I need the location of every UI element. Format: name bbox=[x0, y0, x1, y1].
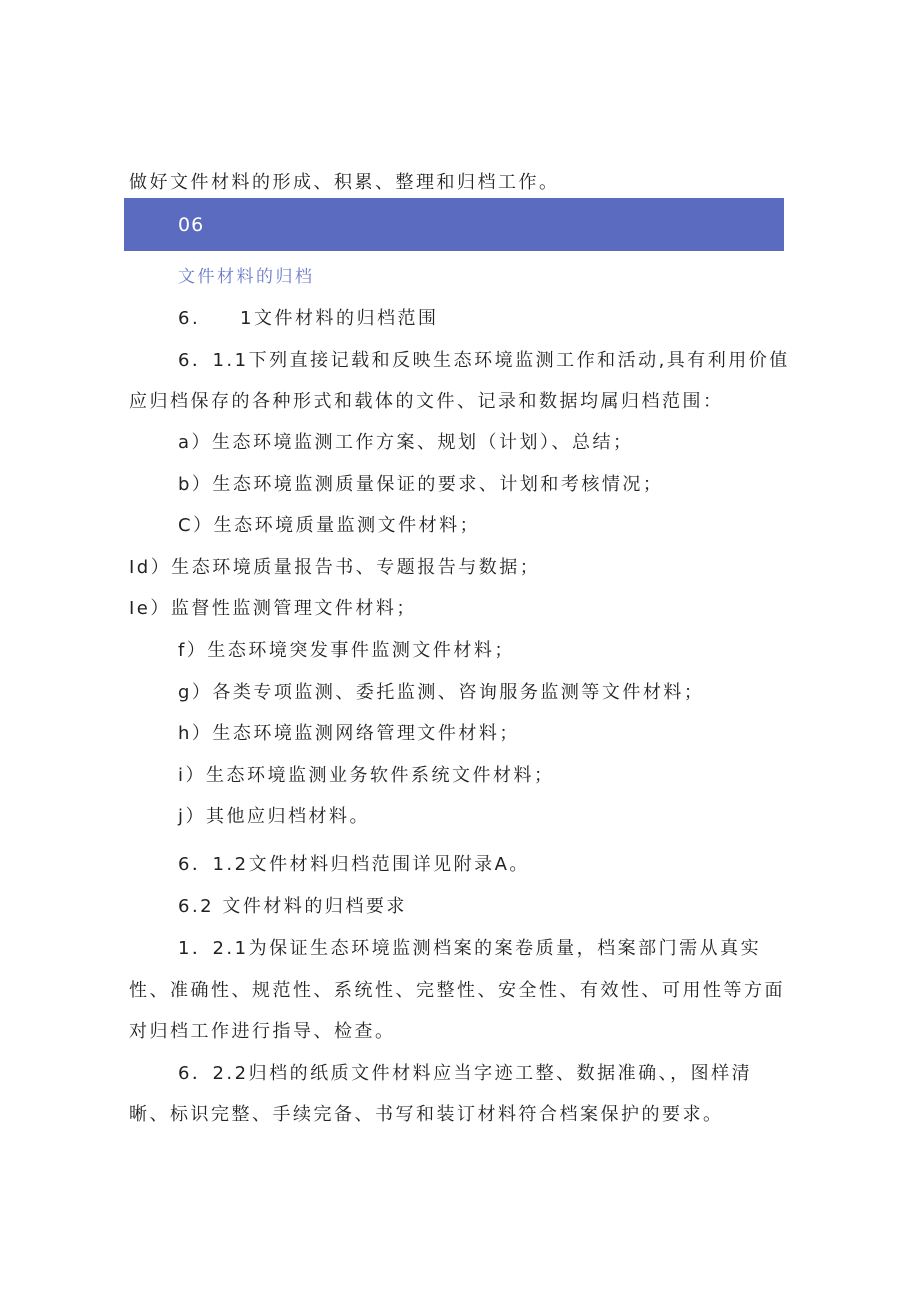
list-item: j）其他应归档材料。 bbox=[178, 806, 371, 827]
intro-paragraph: 做好文件材料的形成、积累、整理和归档工作。 bbox=[129, 172, 560, 193]
list-item: b）生态环境监测质量保证的要求、计划和考核情况； bbox=[178, 474, 664, 495]
heading-6-2: 6.2 文件材料的归档要求 bbox=[178, 896, 407, 917]
paragraph-6-2-2-line1: 6．2.2归档的纸质文件材料应当字迹工整、数据准确、，图样清 bbox=[178, 1063, 753, 1084]
list-item: Id）生态环境质量报告书、专题报告与数据； bbox=[129, 557, 541, 578]
heading-6-1-number: 6. bbox=[178, 308, 201, 329]
heading-6-1-text: 1文件材料的归档范围 bbox=[240, 308, 439, 329]
list-item: f）生态环境突发事件监测文件材料； bbox=[178, 640, 515, 661]
list-item: i）生态环境监测业务软件系统文件材料； bbox=[178, 765, 555, 786]
list-item: g）各类专项监测、委托监测、咨询服务监测等文件材料； bbox=[178, 682, 705, 703]
heading-6-1 bbox=[178, 307, 438, 331]
list-item: a）生态环境监测工作方案、规划（计划）、总结； bbox=[178, 432, 634, 453]
list-item: h）生态环境监测网络管理文件材料； bbox=[178, 723, 520, 744]
paragraph-6-2-2-line2: 晰、标识完整、手续完备、书写和装订材料符合档案保护的要求。 bbox=[129, 1104, 724, 1125]
paragraph-6-1-1-line2: 应归档保存的各种形式和载体的文件、记录和数据均属归档范围： bbox=[129, 391, 724, 412]
paragraph-6-1-1-line1: 6．1.1下列直接记载和反映生态环境监测工作和活动,具有利用价值 bbox=[178, 350, 790, 371]
section-header-bar bbox=[124, 198, 784, 251]
section-title: 文件材料的归档 bbox=[178, 267, 315, 287]
paragraph-1-2-1-line3: 对归档工作进行指导、检查。 bbox=[129, 1021, 396, 1042]
section-number: 06 bbox=[178, 214, 205, 236]
paragraph-1-2-1-line2: 性、准确性、规范性、系统性、完整性、安全性、有效性、可用性等方面 bbox=[129, 980, 785, 1001]
list-item: Ie）监督性监测管理文件材料； bbox=[129, 598, 417, 619]
list-item: C）生态环境质量监测文件材料； bbox=[178, 515, 481, 536]
paragraph-1-2-1-line1: 1．2.1为保证生态环境监测档案的案卷质量，档案部门需从真实 bbox=[178, 938, 762, 959]
paragraph-6-1-2: 6．1.2文件材料归档范围详见附录A。 bbox=[178, 854, 530, 875]
